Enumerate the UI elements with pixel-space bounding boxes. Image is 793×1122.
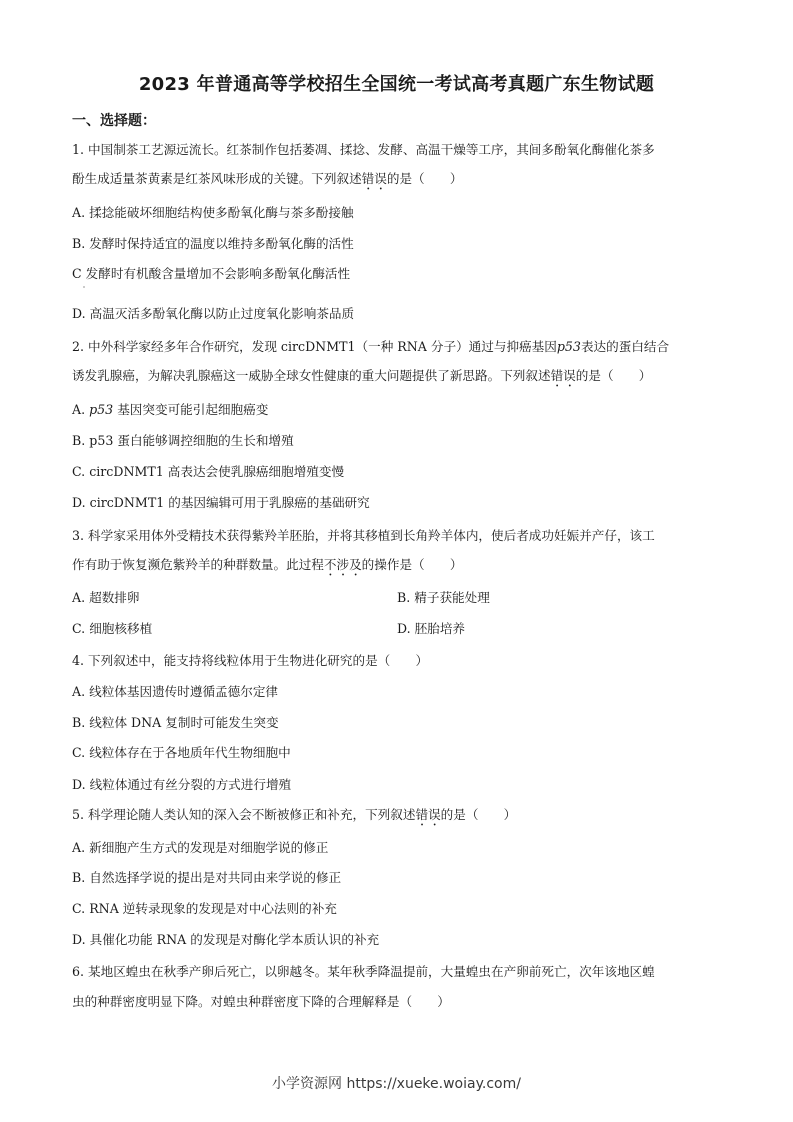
q3-stem-line2: 作有助于恢复濒危紫羚羊的种群数量。此过程不涉及的操作是（ ） xyxy=(72,557,463,572)
q5-option-b: B. 自然选择学说的提出是对共同由来学说的修正 xyxy=(72,870,342,885)
q2-option-b: B. p53 蛋白能够调控细胞的生长和增殖 xyxy=(72,433,294,448)
emphasis-text: 错误 xyxy=(415,807,441,822)
scan-speck xyxy=(83,286,85,288)
q2-option-d: D. circDNMT1 的基因编辑可用于乳腺癌的基础研究 xyxy=(72,495,370,510)
section-heading: 一、选择题： xyxy=(72,113,156,129)
emphasis-text: 不涉及 xyxy=(323,557,362,572)
q5-option-c: C. RNA 逆转录现象的发现是对中心法则的补充 xyxy=(72,901,337,916)
q2-option-a: A. p53 基因突变可能引起细胞癌变 xyxy=(72,402,269,417)
q1-stem-line1: 1. 中国制茶工艺源远流长。红茶制作包括萎凋、揉捻、发酵、高温干燥等工序，其间多酚氧化酶催化茶多 xyxy=(72,142,655,157)
q2-stem-line1: 2. 中外科学家经多年合作研究，发现 circDNMT1（一种 RNA 分子）通过与抑癌基因p53表达的蛋白结合 xyxy=(72,339,670,354)
q2-stem-line2: 诱发乳腺癌，为解决乳腺癌这一威胁全球女性健康的重大问题提供了新思路。下列叙述错误的是（ ） xyxy=(72,368,652,383)
emphasis-text: 错误 xyxy=(550,368,576,383)
q1-option-c: C 发酵时有机酸含量增加不会影响多酚氧化酶活性 xyxy=(72,266,351,281)
emphasis-text: 错误 xyxy=(361,171,387,186)
q1-option-d: D. 高温灭活多酚氧化酶以防止过度氧化影响茶品质 xyxy=(72,306,355,321)
page-title: 2023 年普通高等学校招生全国统一考试高考真题广东生物试题 xyxy=(138,74,655,95)
q3-stem-line1: 3. 科学家采用体外受精技术获得紫羚羊胚胎，并将其移植到长角羚羊体内，使后者成功妊娠并产仔，该工 xyxy=(72,528,655,543)
q6-stem-line2: 虫的种群密度明显下降。对蝗虫种群密度下降的合理解释是（ ） xyxy=(72,994,450,1009)
q6-stem-line1: 6. 某地区蝗虫在秋季产卵后死亡，以卵越冬。某年秋季降温提前，大量蝗虫在产卵前死亡，次年该地区蝗 xyxy=(72,964,655,979)
q5-option-a: A. 新细胞产生方式的发现是对细胞学说的修正 xyxy=(72,840,329,855)
q3-option-b: B. 精子获能处理 xyxy=(397,590,490,605)
q1-stem-line2: 酚生成适量茶黄素是红茶风味形成的关键。下列叙述错误的是（ ） xyxy=(72,171,463,186)
q5-option-d: D. 具催化功能 RNA 的发现是对酶化学本质认识的补充 xyxy=(72,932,380,947)
q2-option-c: C. circDNMT1 高表达会使乳腺癌细胞增殖变慢 xyxy=(72,464,345,479)
q4-stem: 4. 下列叙述中，能支持将线粒体用于生物进化研究的是（ ） xyxy=(72,653,429,668)
q4-option-d: D. 线粒体通过有丝分裂的方式进行增殖 xyxy=(72,777,292,792)
q1-option-b: B. 发酵时保持适宜的温度以维持多酚氧化酶的活性 xyxy=(72,236,354,251)
footer-watermark: 小学资源网 https://xueke.woiay.com/ xyxy=(272,1076,521,1092)
q4-option-a: A. 线粒体基因遗传时遵循孟德尔定律 xyxy=(72,684,279,699)
q1-option-a: A. 揉捻能破坏细胞结构使多酚氧化酶与茶多酚接触 xyxy=(72,205,354,220)
q3-option-c: C. 细胞核移植 xyxy=(72,621,153,636)
q4-option-c: C. 线粒体存在于各地质年代生物细胞中 xyxy=(72,745,291,760)
q3-option-d: D. 胚胎培养 xyxy=(397,621,466,636)
q3-option-a: A. 超数排卵 xyxy=(72,590,140,605)
q5-stem: 5. 科学理论随人类认知的深入会不断被修正和补充，下列叙述错误的是（ ） xyxy=(72,807,517,822)
q4-option-b: B. 线粒体 DNA 复制时可能发生突变 xyxy=(72,715,279,730)
